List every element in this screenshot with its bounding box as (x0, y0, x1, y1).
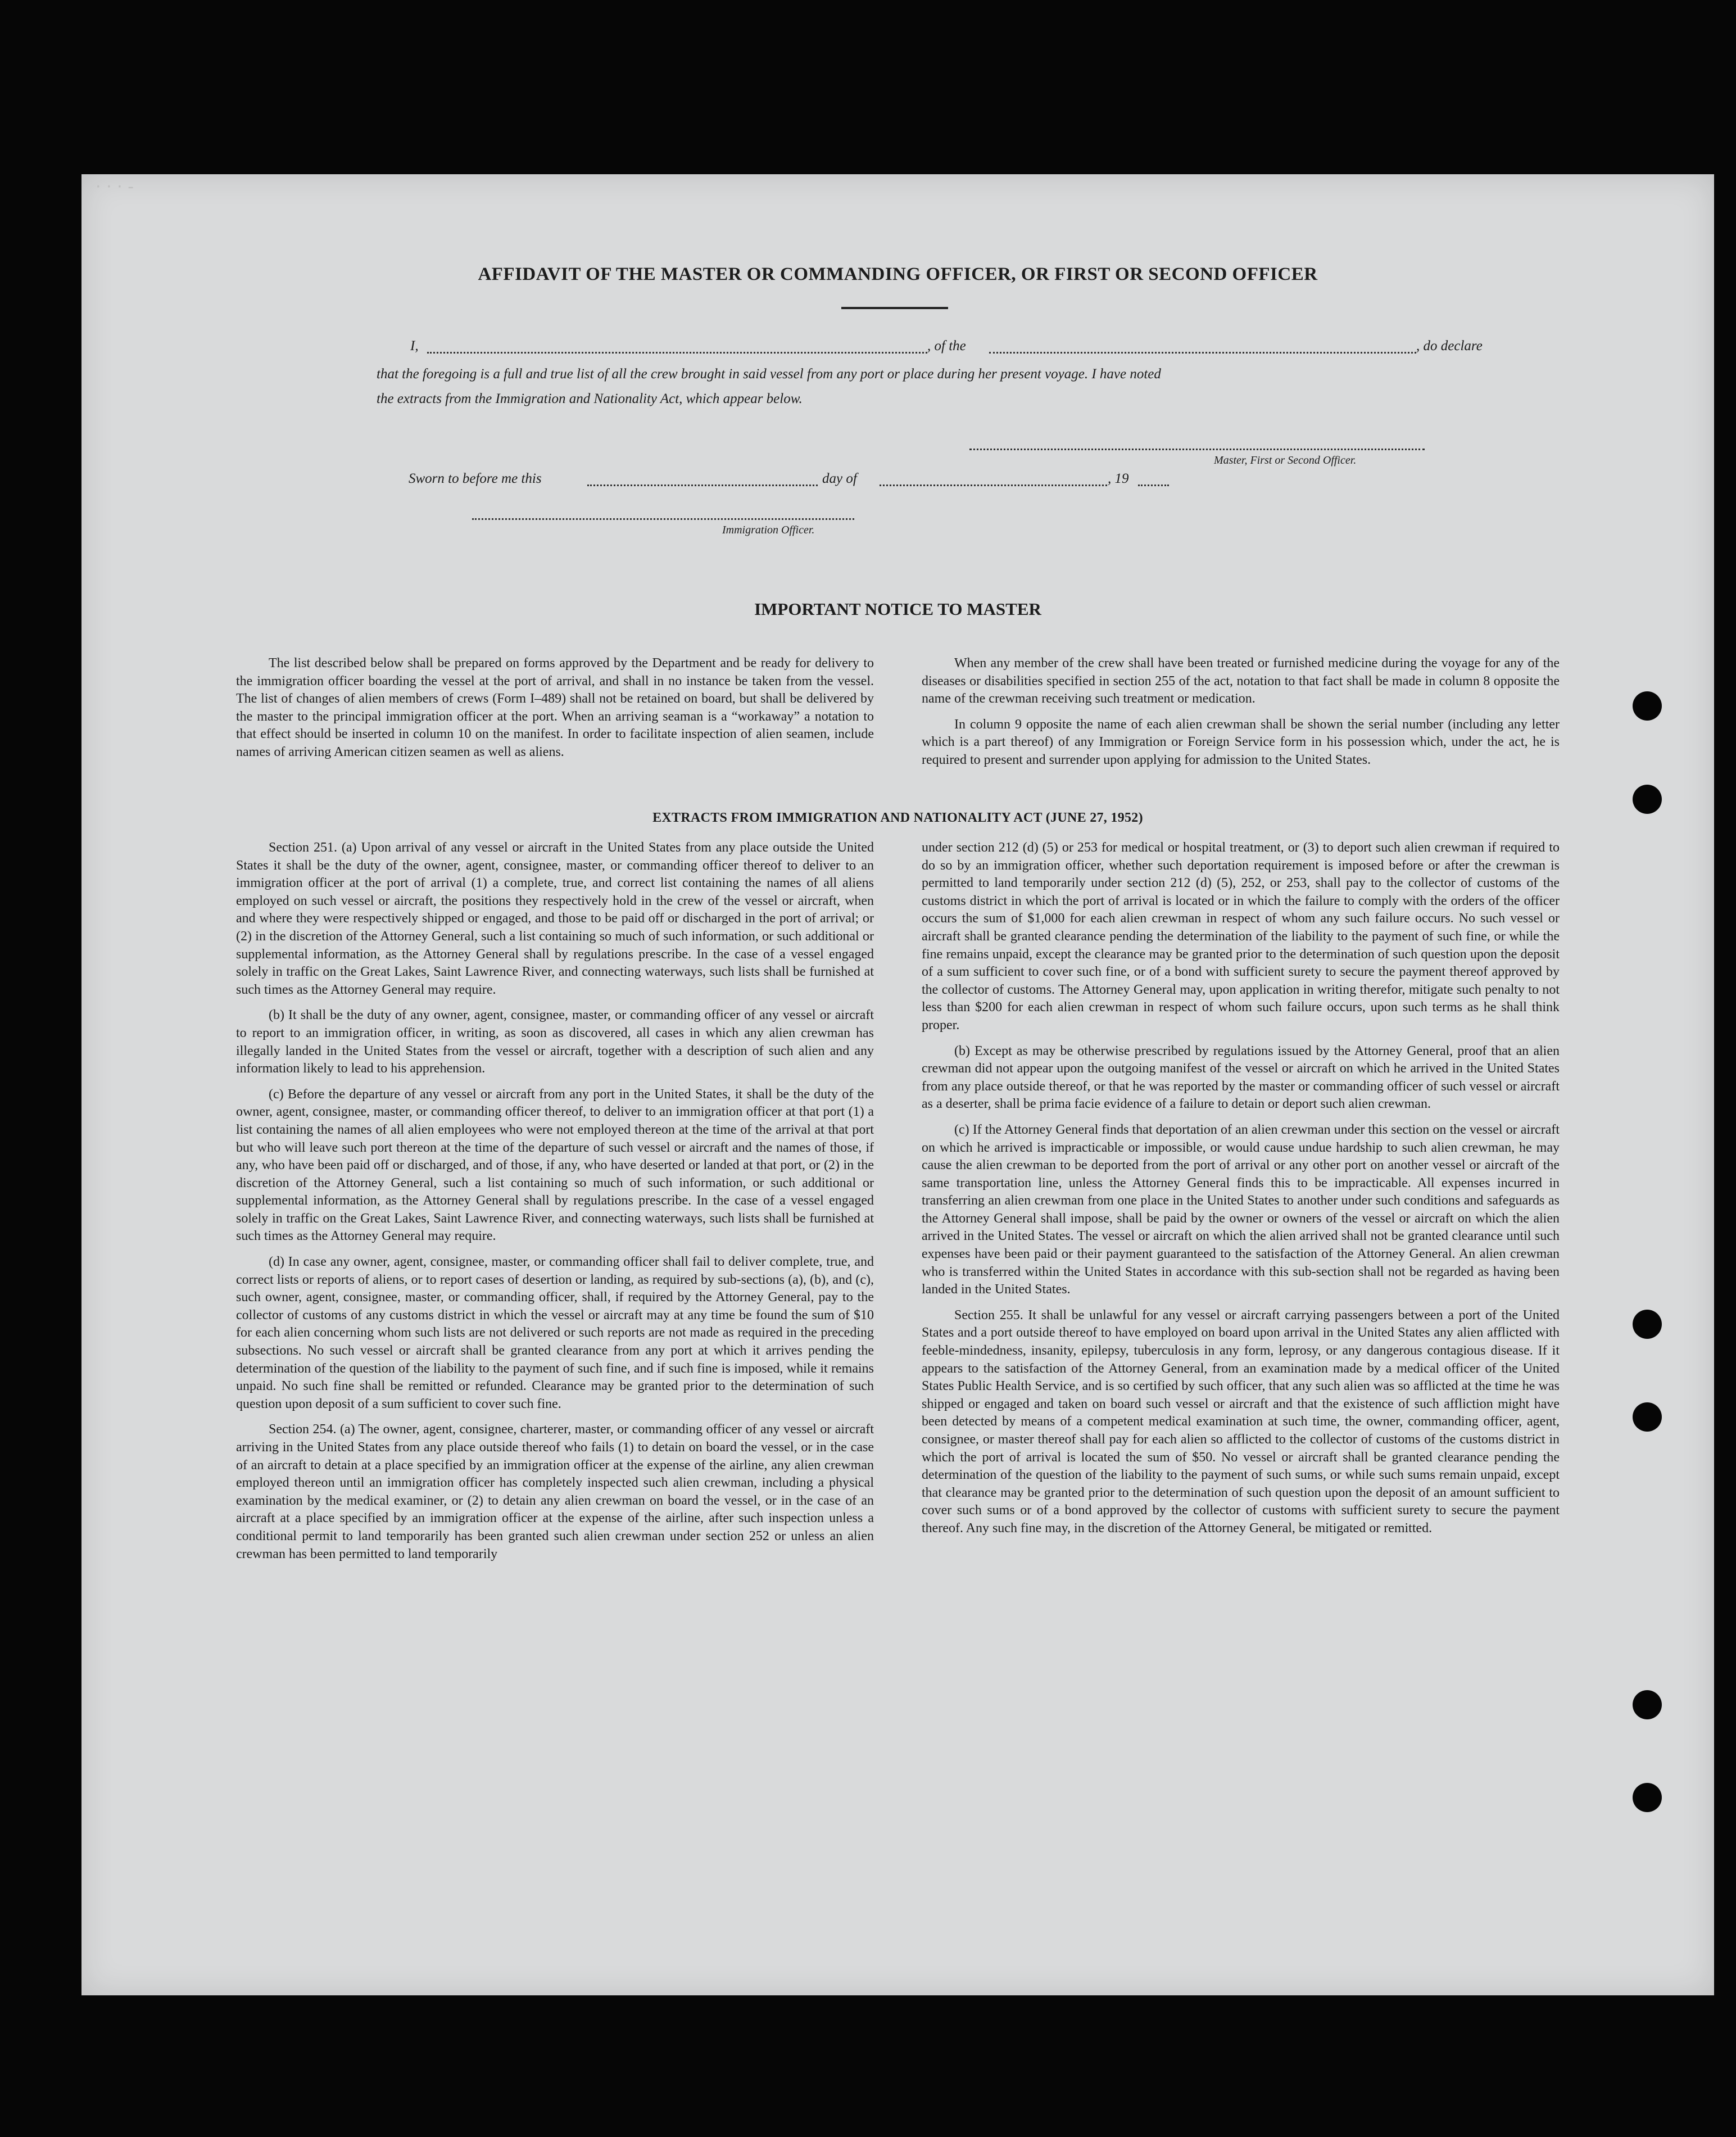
extract-paragraph: (b) Except as may be otherwise prescribed by regulations issued by the Attorney General, proof that an alien crewman did not appear upon the outgoing manifest of the vessel or aircraft on which he arrived in the United States from any place outside thereof, or that he was reported by the master or commanding officer of such vessel or aircraft as a deserter, shall be prima facie evidence of a failure to detain or deport such alien crewman. (922, 1043, 1560, 1112)
sworn-label: Sworn to before me this (409, 471, 542, 486)
extract-paragraph: Section 255. It shall be unlawful for any vessel or aircraft carrying passengers between a port of the United States and a port outside thereof to have employed on board upon arrival in the United States any alien afflicted with feeble-mindedness, insanity, epilepsy, tuberculosis in any form, leprosy, or any dangerous contagious disease. If it appears to the satisfaction of the Attorney General, from an examination made by a medical officer of the United States Public Health Service, and is so certified by such officer, that any such alien was so afflicted at the time he was shipped or engaged and taken on board such vessel or aircraft and that the existence of such affliction might have been detected by means of a competent medical examination at such time, the owner, commanding officer, agent, consignee, or master thereof shall pay for each alien so afflicted to the collector of customs of the customs district in which the port of arrival is located the sum of $50. No vessel or aircraft shall be granted clearance pending the determination of the question of the liability to the payment of such sums, or while such sums remain unpaid, except that clearance may be granted prior to the determination of such question upon the deposit of an amount sufficient to cover such sums or of a bond approved by the collector of customs with sufficient surety to secure the payment thereof. Any such fine may, in the discretion of the Attorney General, be mitigated or remitted. (922, 1307, 1560, 1536)
master-signature-label: Master, First or Second Officer. (1214, 454, 1357, 467)
immigration-officer-signature-line[interactable] (472, 518, 854, 520)
notice-title: IMPORTANT NOTICE TO MASTER (754, 599, 1041, 619)
notice-left-paragraph: The list described below shall be prepared on forms approved by the Department and be ready for delivery to the immigration officer boarding the vessel at the port of arrival, and shall in no instance be taken from the vessel. The list of changes of alien members of crews (Form I–489) shall not be retained on board, but shall be delivered by the master to the principal immigration officer at the port. When an arriving seaman is a “workaway” a notation to that effect should be inserted in column 10 on the manifest. In order to facilitate inspection of alien seamen, include names of arriving American citizen seamen as well as aliens. (236, 656, 874, 759)
extract-paragraph: under section 212 (d) (5) or 253 for medical or hospital treatment, or (3) to deport such alien crewman if required to do so by an immigration officer, whether such deportation requirement is imposed before or after the crewman is permitted to land temporarily under section 212 (d) (5), 252, or 253, shall pay to the collector of customs of the customs district in which the port of arrival is located or in which the failure to comply with the orders of the officer occurs the sum of $1,000 for each alien crewman in respect of whom any such failure occurs. No such vessel or aircraft shall be granted clearance pending the determination of the liability to the payment of such fine, or while the fine remains unpaid, except the clearance may be granted prior to the determination of such question upon the deposit of a sum sufficient to cover such fine, or of a bond with sufficient surety to secure the payment thereof approved by the collector of customs. The Attorney General may, upon application in writing therefor, mitigate such penalty to not less than $200 for each alien crewman in respect of whom such failure occurs, upon such terms as he shall think proper. (922, 840, 1560, 1033)
notice-right-paragraph: When any member of the crew shall have been treated or furnished medicine during the voyage for any of the diseases or disabilities specified in section 255 of the act, notation to that fact shall be made in column 8 opposite the name of the crewman receiving such treatment or medication. (922, 656, 1560, 707)
punch-hole (1633, 1402, 1662, 1432)
extract-paragraph: (d) In case any owner, agent, consignee, master, or commanding officer shall fail to deliver complete, true, and correct lists or reports of aliens, or to report cases of desertion or landing, as required by sub-sections (a), (b), and (c), such owner, agent, consignee, master, or commanding officer, shall, if required by the Attorney General, pay to the collector of customs of any customs district in which the vessel or aircraft may at any time be found the sum of $10 for each alien concerning whom such lists are not delivered or such reports are not made as required in the preceding subsections. No such vessel or aircraft shall be granted clearance from any port at which it arrives pending the determination of the question of the liability to the payment of such fine, and if such fine is imposed, while it remains unpaid. No such fine shall be remitted or refunded. Clearance may be granted prior to the determination of such question upon deposit of a sum sufficient to cover such fine. (236, 1255, 874, 1411)
punch-hole (1633, 1310, 1662, 1339)
extract-paragraph: Section 251. (a) Upon arrival of any vessel or aircraft in the United States from any place outside the United States it shall be the duty of the owner, agent, consignee, master, or commanding officer thereof to deliver to an immigration officer at the port of arrival (1) a complete, true, and correct list containing the names of all aliens employed on such vessel or aircraft, the positions they respectively hold in the crew of the vessel or aircraft, when and where they were respectively shipped or engaged, and those to be paid off or discharged in the port of arrival; or (2) in the discretion of the Attorney General, such a list containing so much of such information, or such additional or supplemental information, as the Attorney General shall by regulations prescribe. In the case of a vessel engaged solely in traffic on the Great Lakes, Saint Lawrence River, and connecting waterways, such lists shall be furnished at such times as the Attorney General may require. (236, 840, 874, 997)
sworn-year-line[interactable] (1138, 485, 1169, 486)
punch-hole (1633, 1690, 1662, 1719)
affidavit-of-the-label: , of the (927, 338, 966, 354)
master-name-line[interactable] (427, 352, 927, 354)
year-label: , 19 (1108, 471, 1129, 486)
affidavit-title: AFFIDAVIT OF THE MASTER OR COMMANDING OFFICER, OR FIRST OR SECOND OFFICER (478, 264, 1318, 284)
notice-right-column (922, 655, 1560, 769)
page-margin-mark: · · · - (96, 177, 134, 197)
extracts-title: EXTRACTS FROM IMMIGRATION AND NATIONALITY ACT (JUNE 27, 1952) (652, 811, 1143, 825)
extract-paragraph: (c) Before the departure of any vessel or aircraft from any port in the United States, it shall be the duty of the owner, agent, consignee, master, or commanding officer thereof, to deliver to an immigration officer at that port (1) a list containing the names of all alien employees who were not employed thereon at the time of the arrival at that port but who will leave such port thereon at the time of the departure of such vessel or aircraft and the names of those, if any, who have been paid off or discharged, and of those, if any, who have deserted or landed at that port, or (2) in the discretion of the Attorney General, such a list containing so much of such information, or such additional or supplemental information, as the Attorney General shall by regulations prescribe. In the case of a vessel engaged solely in traffic on the Great Lakes, Saint Lawrence River, and connecting waterways, such lists shall be furnished at such times as the Attorney General may require. (236, 1086, 874, 1244)
declaration-line-1: that the foregoing is a full and true list of all the crew brought in said vessel from any port or place during her present voyage. I have noted (377, 366, 1161, 382)
notice-left-column (236, 655, 874, 762)
punch-hole (1633, 691, 1662, 721)
affidavit-i-label: I, (410, 338, 419, 354)
declaration-line-2: the extracts from the Immigration and Nationality Act, which appear below. (377, 391, 803, 406)
punch-hole (1633, 785, 1662, 814)
sworn-day-line[interactable] (587, 485, 818, 486)
title-rule (841, 307, 948, 309)
master-signature-line[interactable] (969, 449, 1425, 450)
punch-hole (1633, 1783, 1662, 1812)
day-of-label: day of (822, 471, 857, 486)
extracts-right-column (922, 839, 1560, 1538)
immigration-officer-label: Immigration Officer. (722, 524, 815, 536)
vessel-name-line[interactable] (989, 352, 1416, 354)
extracts-left-column (236, 839, 874, 1563)
sworn-month-line[interactable] (880, 485, 1107, 486)
document-page (81, 174, 1714, 1995)
affidavit-do-declare-label: , do declare (1416, 338, 1483, 354)
extract-paragraph: Section 254. (a) The owner, agent, consignee, charterer, master, or commanding officer of any vessel or aircraft arriving in the United States from any place outside thereof who fails (1) to detain on board the vessel, or in the case of an aircraft to detain at a place specified by an immigration officer at the expense of the airline, any alien crewman employed thereon until an immigration officer has completely inspected such alien crewman, including a physical examination by the medical examiner, or (2) to detain any alien crewman on board the vessel, or in the case of an aircraft at a place specified by an immigration officer at the expense of the airline, after such inspection unless a conditional permit to land temporarily has been granted such alien crewman under section 252 or unless an alien crewman has been permitted to land temporarily (236, 1422, 874, 1561)
extract-paragraph: (b) It shall be the duty of any owner, agent, consignee, master, or commanding officer of any vessel or aircraft to report to an immigration officer, in writing, as soon as discovered, all cases in which any alien crewman has illegally landed in the United States from the vessel or aircraft, together with a description of such alien and any information likely to lead to his apprehension. (236, 1008, 874, 1076)
notice-right-paragraph: In column 9 opposite the name of each alien crewman shall be shown the serial number (including any letter which is a part thereof) of any Immigration or Foreign Service form in his possession which, under the act, he is required to present and surrender upon applying for admission to the United States. (922, 717, 1560, 767)
extract-paragraph: (c) If the Attorney General finds that deportation of an alien crewman under this section on the vessel or aircraft on which he arrived is impracticable or impossible, or would cause undue hardship to such alien crewman, he may cause the alien crewman to be deported from the port of arrival or any other port on another vessel or aircraft of the same transportation line, unless the Attorney General finds this to be impracticable. All expenses incurred in transferring an alien crewman from one place in the United States to another under such conditions and safeguards as the Attorney General shall impose, shall be paid by the owner or owners of the vessel or aircraft on which the alien arrived in the United States. The vessel or aircraft on which the alien arrived shall not be granted clearance until such expenses have been paid or their payment guaranteed to the satisfaction of the Attorney General. An alien crewman who is transferred within the United States in accordance with this sub-section shall not be regarded as having been landed in the United States. (922, 1122, 1560, 1297)
